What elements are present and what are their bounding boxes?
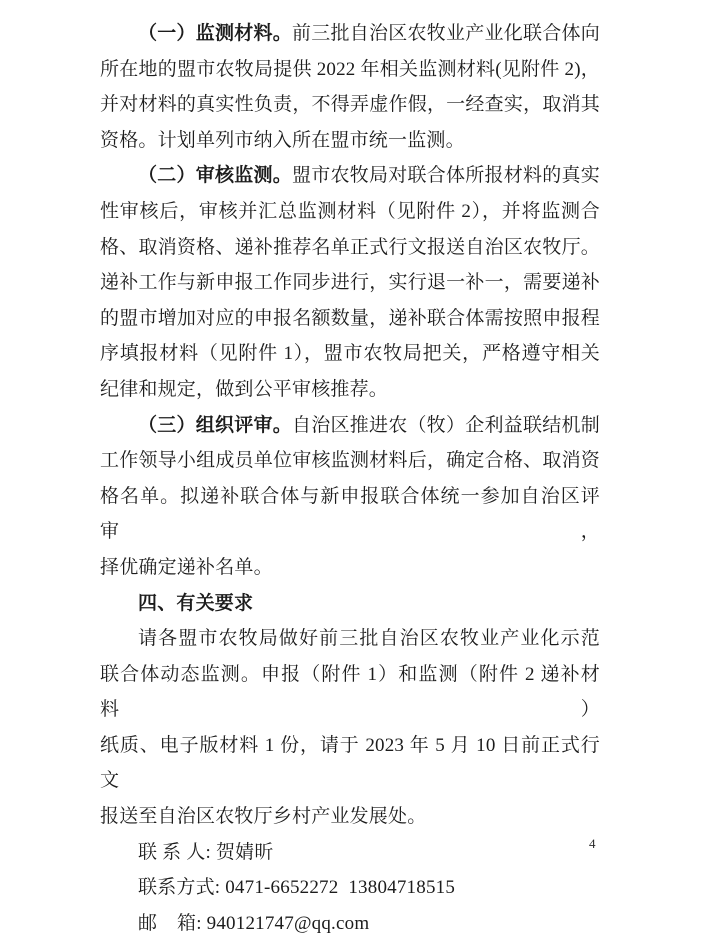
body-line [100,123,600,159]
body-text: 性审核后，审核并汇总监测材料（见附件 2），并将监测合 [100,200,600,222]
contact-person-value: 贺婧昕 [215,841,274,863]
contact-email-value: 940121747@qq.com [206,912,370,934]
body-line [100,657,600,728]
body-text: 择优确定递补名单。 [100,556,273,578]
body-line [100,372,600,408]
body-text: 工作领导小组成员单位审核监测材料后，确定合格、取消资 [100,450,600,472]
body-text: 自治区推进农（牧）企利益联结机制 [292,414,600,436]
document-body [100,16,600,941]
body-text: 序填报材料（见附件 1），盟市农牧局把关，严格遵守相关 [100,343,600,365]
body-text: 盟市农牧局对联合体所报材料的真实 [292,165,600,187]
page-number: 4 [589,836,596,851]
section-3-first-line [100,408,600,444]
body-line [100,87,600,123]
body-line [100,52,600,88]
body-line [100,550,600,586]
section-1-heading: （一）监测材料。 [138,23,293,44]
body-line [100,799,600,835]
contact-phone-value: 0471-6652272 13804718515 [225,877,456,899]
body-line [100,336,600,372]
contact-email-line [100,906,600,941]
heading-text: 四、有关要求 [138,592,254,614]
body-line [100,621,600,657]
body-text: 格、取消资格、递补推荐名单正式行文报送自治区农牧厅。 [100,236,600,258]
body-text: 的盟市增加对应的申报名额数量，递补联合体需按照申报程 [100,307,600,329]
body-text: 并对材料的真实性负责，不得弄虚作假，一经查实，取消其 [100,94,600,116]
section-1-first-line [100,16,600,52]
body-text: 递补工作与新申报工作同步进行，实行退一补一，需要递补 [100,272,600,294]
body-text: 前三批自治区农牧业产业化联合体向 [292,23,600,44]
body-text: 报送至自治区农牧厅乡村产业发展处。 [100,806,427,828]
contact-phone-label: 联系方式: [138,877,226,899]
section-2-heading: （二）审核监测。 [138,165,293,187]
body-line [100,443,600,479]
contact-person-label: 联 系 人: [138,841,216,863]
body-text: 格名单。拟递补联合体与新申报联合体统一参加自治区评审， [100,485,600,543]
contact-phone-line [100,870,600,906]
contact-person-line [100,835,600,871]
contact-email-label: 邮 箱: [138,912,207,934]
body-line [100,265,600,301]
body-text: 所在地的盟市农牧局提供 2022 年相关监测材料(见附件 2)， [100,58,600,80]
body-text: 资格。计划单列市纳入所在盟市统一监测。 [100,129,465,151]
body-line [100,230,600,266]
section-4-heading [100,586,600,622]
body-line [100,194,600,230]
body-line [100,479,600,550]
body-text: 纸质、电子版材料 1 份，请于 2023 年 5 月 10 日前正式行文 [100,734,600,792]
body-text: 联合体动态监测。申报（附件 1）和监测（附件 2 递补材料） [100,663,600,721]
body-line [100,301,600,337]
body-line [100,728,600,799]
section-3-heading: （三）组织评审。 [138,414,293,436]
body-text: 请各盟市农牧局做好前三批自治区农牧业产业化示范 [138,628,600,650]
body-text: 纪律和规定，做到公平审核推荐。 [100,378,389,400]
section-2-first-line [100,158,600,194]
